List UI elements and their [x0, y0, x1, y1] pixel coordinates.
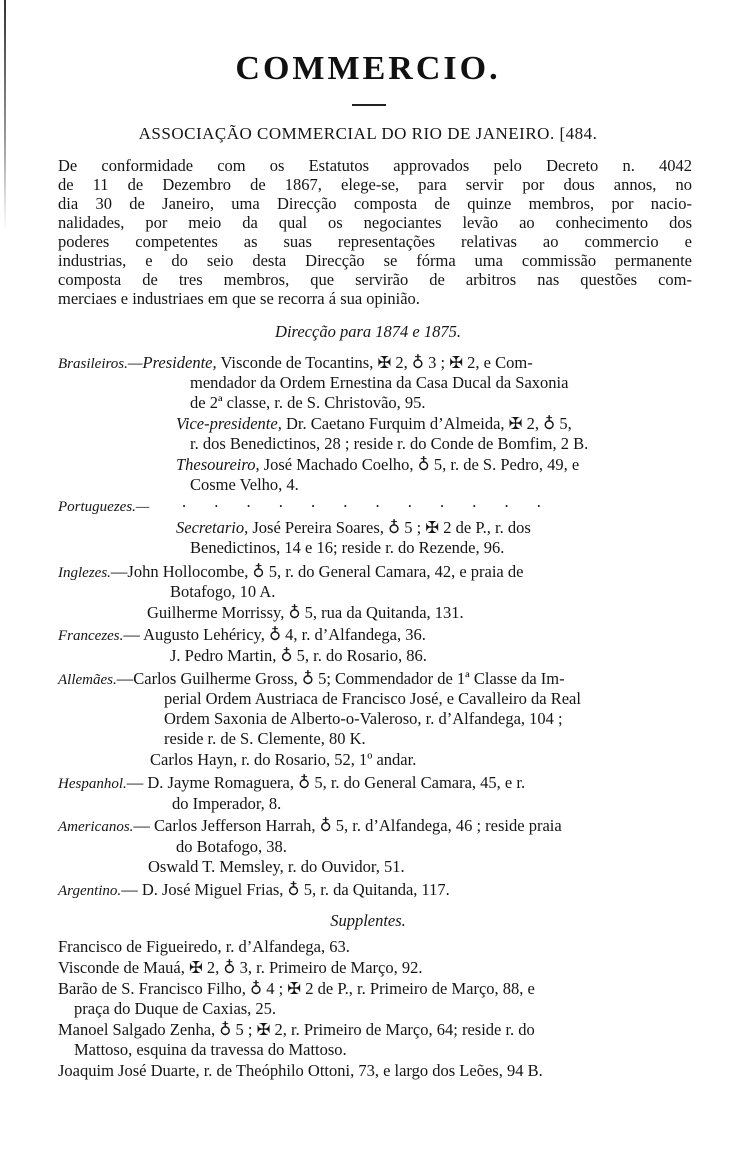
entry-line: Oswald T. Memsley, r. do Ouvidor, 51. — [148, 857, 405, 876]
intro-line: dia 30 de Janeiro, uma Direcção composta de quinze membros, por nacio- — [58, 194, 692, 213]
entry-line: do Botafogo, 38. — [176, 837, 287, 856]
intro-line: de 11 de Dezembro de 1867, elege-se, para servir por dous annos, no — [58, 175, 692, 194]
supplente-line: Francisco de Figueiredo, r. d’Alfandega, 63. — [58, 937, 350, 956]
entry-line: perial Ordem Austriaca de Francisco José, e Cavalleiro da Real — [164, 689, 581, 708]
intro-paragraph — [58, 156, 692, 308]
intro-line: composta de tres membros, que servirão de arbitros nas questões com- — [58, 270, 692, 289]
entry-argentino: Argentino.— D. José Miguel Frias, ♁ 5, r. da Quitanda, 117. — [58, 880, 450, 899]
entry-line: J. Pedro Martin, ♁ 5, r. do Rosario, 86. — [170, 646, 427, 665]
entry-line: de 2ª classe, r. de S. Christovão, 95. — [190, 393, 426, 412]
title-rule — [352, 104, 386, 106]
entry-brasileiros-presidente: Brasileiros.—Presidente, Visconde de Tocantins, ✠ 2, ♁ 3 ; ✠ 2, e Com- — [58, 353, 533, 372]
entry-allemaes: Allemães.—Carlos Guilherme Gross, ♁ 5; Commendador de 1ª Classe da Im- — [58, 669, 565, 688]
entry-line: Guilherme Morrissy, ♁ 5, rua da Quitanda, 131. — [147, 603, 464, 622]
intro-line: nalidades, por meio da qual os negociantes levão ao conhecimento dos — [58, 213, 692, 232]
entry-francezes: Francezes.— Augusto Lehéricy, ♁ 4, r. d’Alfandega, 36. — [58, 625, 426, 644]
entry-americanos: Americanos.— Carlos Jefferson Harrah, ♁ 5, r. d’Alfandega, 46 ; reside praia — [58, 816, 562, 835]
supplente-line: Barão de S. Francisco Filho, ♁ 4 ; ✠ 2 de P., r. Primeiro de Março, 88, e — [58, 979, 535, 998]
supplente-line: Joaquim José Duarte, r. de Theóphilo Ottoni, 73, e largo dos Leões, 94 B. — [58, 1061, 543, 1080]
supplente-line: Mattoso, esquina da travessa do Mattoso. — [74, 1040, 347, 1059]
intro-line: De conformidade com os Estatutos approvados pelo Decreto n. 4042 — [58, 156, 692, 175]
entry-line: Ordem Saxonia de Alberto-o-Valeroso, r. d’Alfandega, 104 ; — [164, 709, 563, 728]
supplente-line: Manoel Salgado Zenha, ♁ 5 ; ✠ 2, r. Primeiro de Março, 64; reside r. do — [58, 1020, 535, 1039]
entry-line: Botafogo, 10 A. — [170, 582, 276, 601]
entry-line: mendador da Ordem Ernestina da Casa Ducal da Saxonia — [190, 373, 569, 392]
supplentes-heading: Supplentes. — [330, 911, 406, 930]
entry-line: Cosme Velho, 4. — [190, 475, 299, 494]
entry-secretario: Secretario, José Pereira Soares, ♁ 5 ; ✠ 2 de P., r. dos — [176, 518, 531, 537]
omission-dots: . . . . . . . . . . . . — [182, 492, 553, 511]
entry-vice-presidente: Vice-presidente, Dr. Caetano Furquim d’Almeida, ✠ 2, ♁ 5, — [176, 414, 572, 433]
section-heading: ASSOCIAÇÃO COMMERCIAL DO RIO DE JANEIRO. [484. — [138, 124, 598, 143]
intro-line: poderes competentes as suas representações relativas ao commercio e — [58, 232, 692, 251]
entry-hespanhol: Hespanhol.— D. Jayme Romaguera, ♁ 5, r. do General Camara, 45, e r. — [58, 773, 526, 792]
intro-line: merciaes e industriaes em que se recorra á sua opinião. — [58, 289, 420, 308]
entry-thesoureiro: Thesoureiro, José Machado Coelho, ♁ 5, r. de S. Pedro, 49, e — [176, 455, 580, 474]
nationality-portuguezes: Portuguezes.— — [58, 499, 150, 515]
supplente-line: Visconde de Mauá, ✠ 2, ♁ 3, r. Primeiro de Março, 92. — [58, 958, 423, 977]
entry-line: Carlos Hayn, r. do Rosario, 52, 1º andar. — [150, 750, 417, 769]
direction-heading: Direcção para 1874 e 1875. — [275, 322, 461, 341]
entry-inglezes: Inglezes.—John Hollocombe, ♁ 5, r. do General Camara, 42, e praia de — [58, 562, 524, 581]
entry-line: Benedictinos, 14 e 16; reside r. do Rezende, 96. — [190, 538, 505, 557]
page-title: COMMERCIO. — [235, 50, 501, 87]
page-edge-shadow — [4, 0, 6, 230]
intro-line: industrias, e do seio desta Direcção se fórma uma commissão permanente — [58, 251, 692, 270]
entry-line: do Imperador, 8. — [172, 794, 282, 813]
entry-line: reside r. de S. Clemente, 80 K. — [164, 729, 366, 748]
supplente-line: praça do Duque de Caxias, 25. — [74, 999, 277, 1018]
entry-line: r. dos Benedictinos, 28 ; reside r. do Conde de Bomfim, 2 B. — [190, 434, 589, 453]
